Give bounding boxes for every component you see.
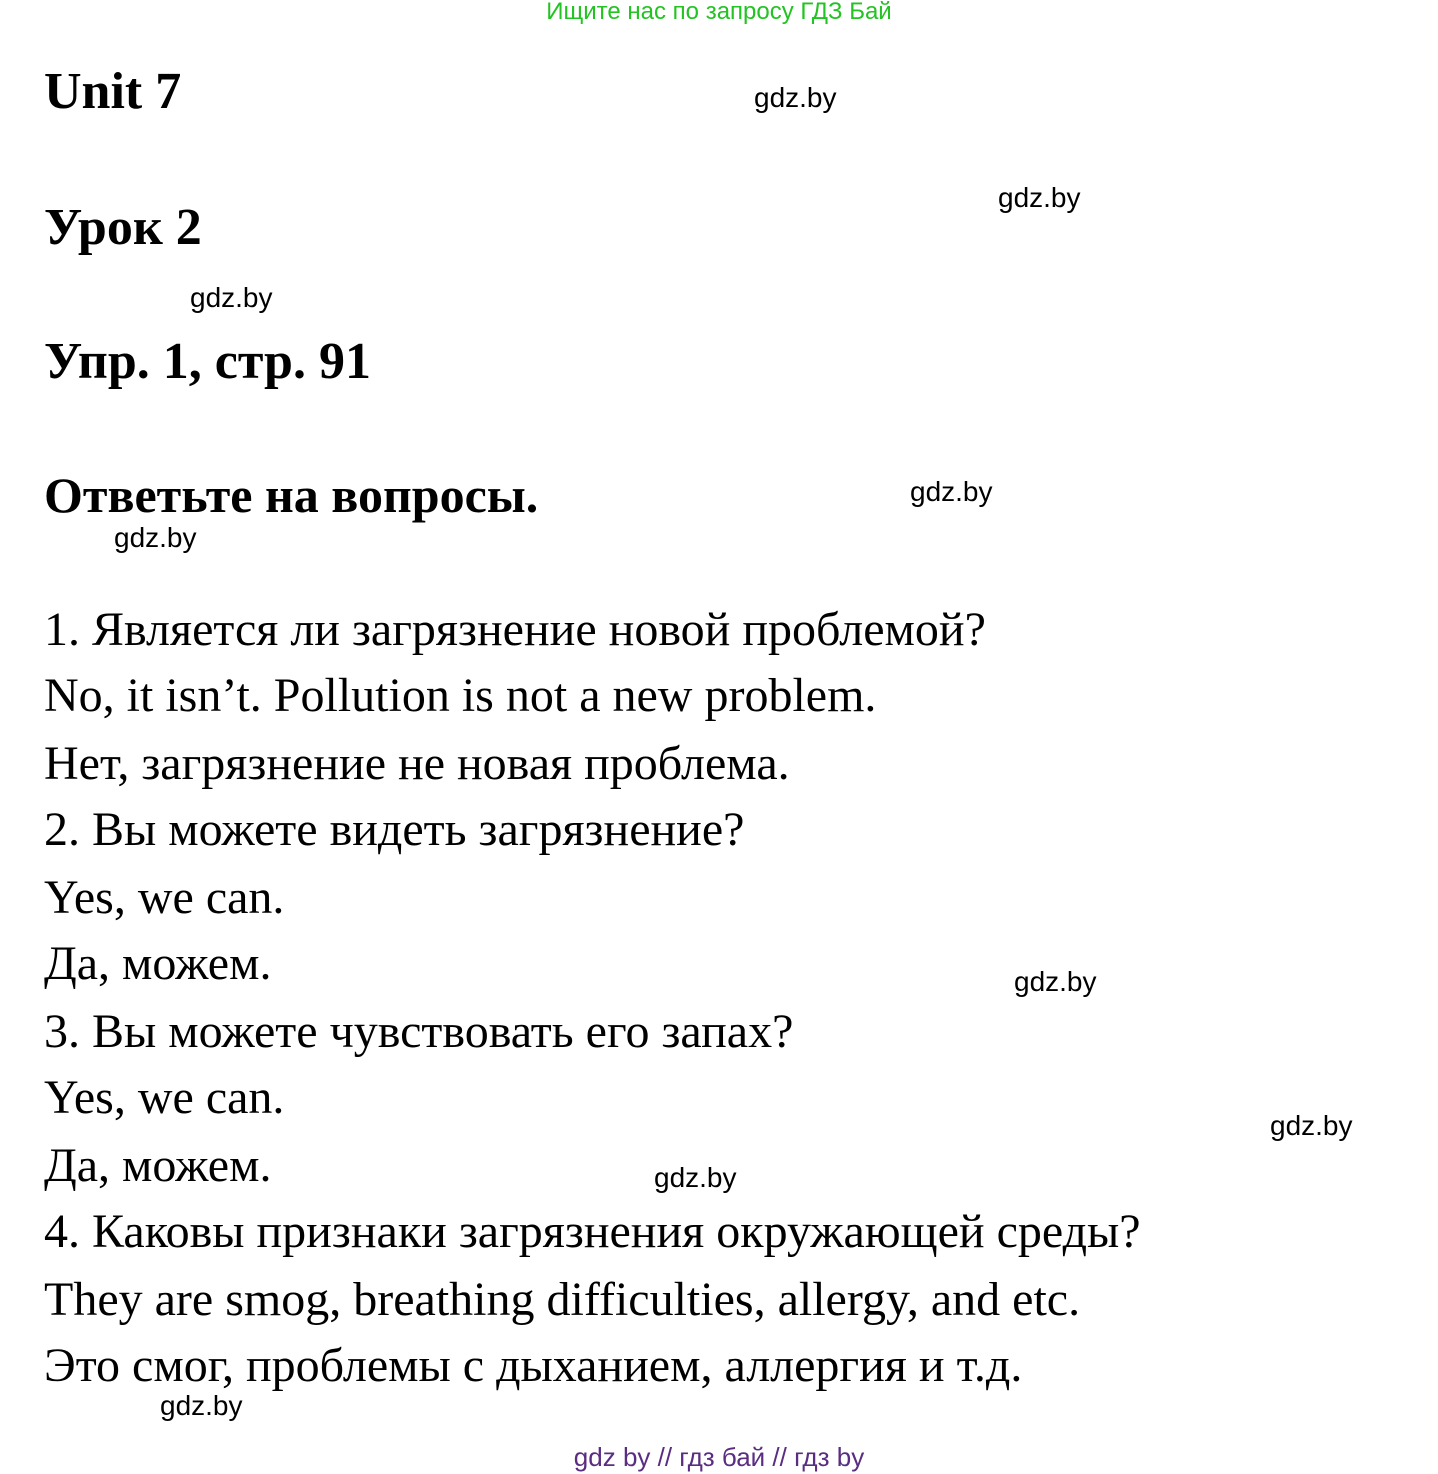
top-banner: Ищите нас по запросу ГДЗ Бай	[546, 0, 892, 25]
answer-4-russian: Это смог, проблемы с дыханием, аллергия и т.д.	[44, 1339, 1023, 1392]
watermark: gdz.by	[1014, 966, 1097, 997]
answer-2-russian: Да, можем.	[44, 937, 272, 990]
question-1: 1. Является ли загрязнение новой проблемой?	[44, 603, 986, 656]
watermark: gdz.by	[114, 522, 197, 553]
watermark: gdz.by	[654, 1162, 737, 1193]
exercise-title: Упр. 1, стр. 91	[44, 333, 371, 390]
watermark: gdz.by	[998, 182, 1081, 213]
footer-watermark: gdz by // гдз бай // гдз by	[573, 1442, 865, 1472]
watermark: gdz.by	[190, 282, 273, 313]
answer-3-english: Yes, we can.	[44, 1071, 285, 1124]
answer-4-english: They are smog, breathing difficulties, allergy, and etc.	[44, 1273, 1081, 1326]
watermark: gdz.by	[754, 82, 837, 113]
answer-1-russian: Нет, загрязнение не новая проблема.	[44, 737, 790, 790]
unit-title: Unit 7	[44, 63, 182, 120]
answer-3-russian: Да, можем.	[44, 1139, 272, 1192]
watermark: gdz.by	[160, 1390, 243, 1421]
question-2: 2. Вы можете видеть загрязнение?	[44, 803, 745, 856]
question-4: 4. Каковы признаки загрязнения окружающей среды?	[44, 1205, 1141, 1258]
watermark: gdz.by	[1270, 1110, 1353, 1141]
instruction-heading: Ответьте на вопросы.	[44, 467, 539, 523]
question-3: 3. Вы можете чувствовать его запах?	[44, 1005, 794, 1058]
lesson-title: Урок 2	[44, 199, 202, 256]
answer-2-english: Yes, we can.	[44, 871, 285, 924]
watermark: gdz.by	[910, 476, 993, 507]
answer-1-english: No, it isn’t. Pollution is not a new problem.	[44, 669, 877, 722]
